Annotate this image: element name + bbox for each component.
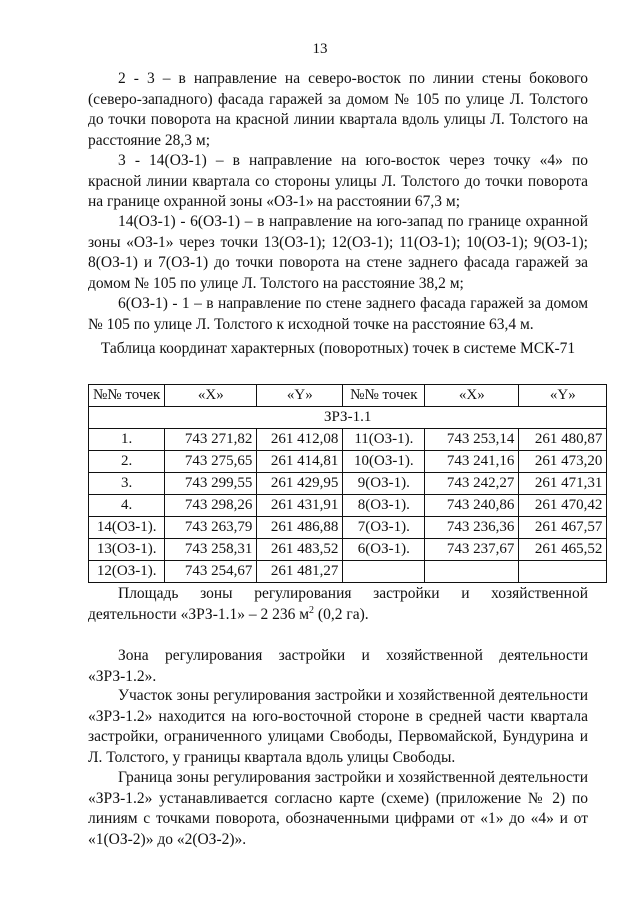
table-cell bbox=[343, 561, 425, 583]
header-y-2: «Y» bbox=[519, 385, 607, 407]
paragraph-segment-14-6: 14(ОЗ-1) - 6(ОЗ-1) – в направление на юго-запад по границе охранной зоны «ОЗ-1» через точки 13(ОЗ-1); 12(ОЗ-1); 11(ОЗ-1); 10(ОЗ-1); 9(ОЗ-1); 8(ОЗ-1) и 7(ОЗ-1) до точки поворота на стене заднего фасада гаражей за домом № 105 по улице Л. Толстого на расстояние 38,2 м; bbox=[88, 213, 588, 292]
table-cell: 743 254,67 bbox=[165, 561, 257, 583]
table-cell: 11(ОЗ-1). bbox=[343, 429, 425, 451]
table-header-row bbox=[89, 385, 607, 407]
table-cell: 743 237,67 bbox=[425, 539, 519, 561]
table-cell: 261 431,91 bbox=[257, 495, 343, 517]
coordinates-table bbox=[88, 384, 607, 583]
table-cell: 743 263,79 bbox=[165, 517, 257, 539]
table-cell: 14(ОЗ-1). bbox=[89, 517, 165, 539]
page-number: 13 bbox=[312, 41, 328, 57]
table-cell: 6(ОЗ-1). bbox=[343, 539, 425, 561]
header-y-1: «Y» bbox=[257, 385, 343, 407]
table-cell: 743 258,31 bbox=[165, 539, 257, 561]
area-text-after: (0,2 га). bbox=[314, 605, 369, 623]
table-cell: 261 414,81 bbox=[257, 451, 343, 473]
table-cell: 2. bbox=[89, 451, 165, 473]
table-cell: 743 299,55 bbox=[165, 473, 257, 495]
table-cell bbox=[425, 561, 519, 583]
table-row bbox=[89, 495, 607, 517]
header-x-2: «X» bbox=[425, 385, 519, 407]
table-cell: 261 467,57 bbox=[519, 517, 607, 539]
table-cell: 743 242,27 bbox=[425, 473, 519, 495]
table-row bbox=[89, 517, 607, 539]
table-cell bbox=[519, 561, 607, 583]
table-caption: Таблица координат характерных (поворотных) точек в системе МСК-71 bbox=[100, 340, 576, 357]
table-cell: 9(ОЗ-1). bbox=[343, 473, 425, 495]
table-cell: 261 465,52 bbox=[519, 539, 607, 561]
table-cell: 1. bbox=[89, 429, 165, 451]
header-points-2: №№ точек bbox=[343, 385, 425, 407]
area-paragraph bbox=[88, 584, 588, 625]
table-cell: 261 481,27 bbox=[257, 561, 343, 583]
zone-heading: Зона регулирования застройки и хозяйственной деятельности «ЗРЗ-1.2». bbox=[88, 647, 588, 685]
paragraph-segment-2-3: 2 - 3 – в направление на северо-восток по линии стены бокового (северо-западного) фасада гаражей за домом № 105 по улице Л. Толстого до точки поворота на красной линии квартала вдоль улицы Л. Толстого на расстояние 28,3 м; bbox=[88, 70, 588, 149]
paragraph-segment-3-14: 3 - 14(ОЗ-1) – в направление на юго-восток через точку «4» по красной линии квартала со стороны улицы Л. Толстого до точки поворота на границе охранной зоны «ОЗ-1» на расстоянии 67,3 м; bbox=[88, 152, 588, 210]
table-cell: 743 241,16 bbox=[425, 451, 519, 473]
table-cell: 13(ОЗ-1). bbox=[89, 539, 165, 561]
table-cell: 743 271,82 bbox=[165, 429, 257, 451]
table-cell: 743 275,65 bbox=[165, 451, 257, 473]
area-text: Площадь зоны регулирования застройки и хозяйственной деятельности «ЗРЗ-1.1» – 2 236 м bbox=[88, 585, 588, 623]
table-cell: 743 298,26 bbox=[165, 495, 257, 517]
paragraph-zone-boundary: Граница зоны регулирования застройки и хозяйственной деятельности «ЗРЗ-1.2» устанавливается согласно карте (схеме) (приложение № 2) по линиям с точками поворота, обозначенными цифрами от «1» до «4» и от «1(ОЗ-2)» до «2(ОЗ-2)». bbox=[88, 769, 588, 848]
table-cell: 7(ОЗ-1). bbox=[343, 517, 425, 539]
table-row bbox=[89, 539, 607, 561]
paragraph-zone-location: Участок зоны регулирования застройки и хозяйственной деятельности «ЗРЗ-1.2» находится на юго-восточной стороне в средней части квартала застройки, ограниченного улицами Свободы, Первомайской, Бундурина и Л. Толстого, у границы квартала вдоль улицы Свободы. bbox=[88, 687, 588, 766]
area-superscript: 2 bbox=[309, 604, 315, 616]
table-cell: 261 429,95 bbox=[257, 473, 343, 495]
table-group-label: ЗРЗ-1.1 bbox=[89, 407, 607, 429]
table-cell: 261 486,88 bbox=[257, 517, 343, 539]
table-row bbox=[89, 451, 607, 473]
header-x-1: «X» bbox=[165, 385, 257, 407]
table-group-row bbox=[89, 407, 607, 429]
table-cell: 743 240,86 bbox=[425, 495, 519, 517]
table-row bbox=[89, 473, 607, 495]
table-cell: 8(ОЗ-1). bbox=[343, 495, 425, 517]
table-cell: 261 480,87 bbox=[519, 429, 607, 451]
table-cell: 261 473,20 bbox=[519, 451, 607, 473]
table-cell: 261 471,31 bbox=[519, 473, 607, 495]
table-cell: 743 253,14 bbox=[425, 429, 519, 451]
table-cell: 261 483,52 bbox=[257, 539, 343, 561]
header-points-1: №№ точек bbox=[89, 385, 165, 407]
table-row bbox=[89, 561, 607, 583]
table-cell: 261 470,42 bbox=[519, 495, 607, 517]
table-cell: 3. bbox=[89, 473, 165, 495]
table-cell: 743 236,36 bbox=[425, 517, 519, 539]
table-cell: 4. bbox=[89, 495, 165, 517]
table-cell: 12(ОЗ-1). bbox=[89, 561, 165, 583]
table-cell: 10(ОЗ-1). bbox=[343, 451, 425, 473]
paragraph-segment-6-1: 6(ОЗ-1) - 1 – в направление по стене заднего фасада гаражей за домом № 105 по улице Л. Толстого к исходной точке на расстояние 63,4 м. bbox=[88, 295, 588, 333]
table-cell: 261 412,08 bbox=[257, 429, 343, 451]
table-row bbox=[89, 429, 607, 451]
